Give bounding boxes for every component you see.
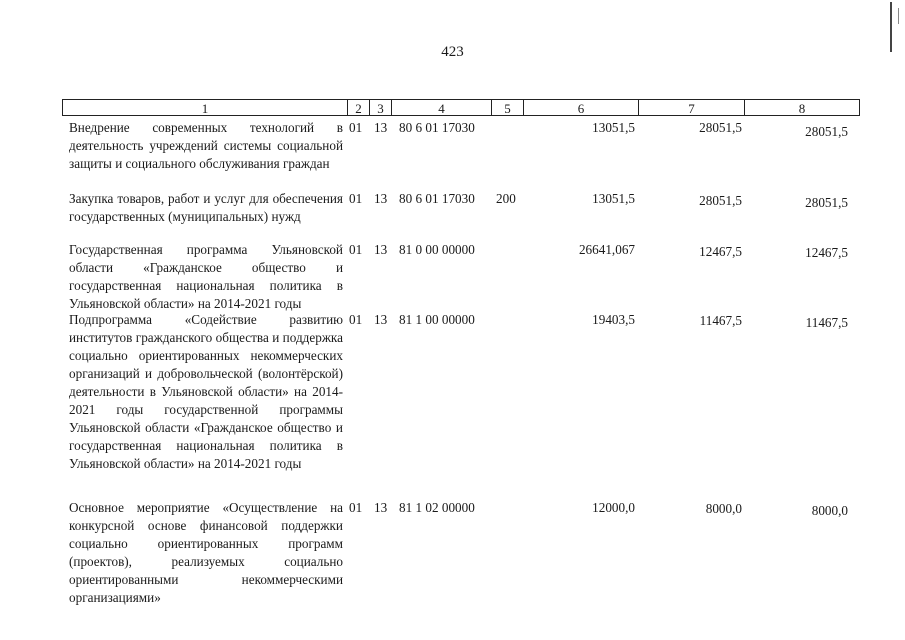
- row-amount-col7: 28051,5: [699, 193, 742, 208]
- column-header-6: 6: [524, 100, 639, 115]
- row-amount-col6: 26641,067: [578, 242, 635, 257]
- row-amount-col8: 12467,5: [805, 245, 848, 260]
- column-header-5: 5: [492, 100, 524, 115]
- column-header-4: 4: [392, 100, 492, 115]
- row-subsection: 13: [374, 312, 388, 327]
- row-amount-col7: 12467,5: [699, 244, 742, 259]
- row-amount-col6: 13051,5: [592, 191, 635, 206]
- row-target-code: 80 6 01 17030: [399, 120, 475, 135]
- row-target-code: 80 6 01 17030: [399, 191, 475, 206]
- row-amount-col7: 11467,5: [699, 313, 742, 328]
- row-target-code: 81 1 02 00000: [399, 500, 475, 515]
- row-name: Подпрограмма «Содействие развитию институтов гражданского общества и поддержка социально ориентированных некоммерческих организаций и добровольческой (волонтёрской) деятельности в Ульяновской области» на 2014-2021 годы государственной программы Ульяновской области «Гражданское общество и государственная национальная политика в Ульяновской области» на 2014-2021 годы: [69, 312, 343, 471]
- column-header-7: 7: [639, 100, 745, 115]
- column-header-1: 1: [63, 100, 348, 115]
- row-amount-col6: 12000,0: [592, 500, 635, 515]
- row-amount-col7: 28051,5: [699, 120, 742, 135]
- row-subsection: 13: [374, 500, 388, 515]
- row-amount-col7: 8000,0: [705, 501, 742, 516]
- row-name: Государственная программа Ульяновской области «Гражданское общество и государственная национальная политика в Ульяновской области» на 2014-2021 годы: [69, 242, 343, 311]
- row-section: 01: [349, 312, 363, 327]
- column-header-8: 8: [798, 101, 806, 116]
- row-expense-type: 200: [496, 191, 516, 206]
- row-subsection: 13: [374, 120, 388, 135]
- row-amount-col6: 19403,5: [592, 312, 635, 327]
- row-subsection: 13: [374, 242, 388, 257]
- row-amount-col8: 28051,5: [805, 124, 848, 139]
- column-header-3: 3: [370, 100, 392, 115]
- row-section: 01: [349, 191, 363, 206]
- row-target-code: 81 1 00 00000: [399, 312, 475, 327]
- row-amount-col8: 11467,5: [805, 315, 848, 330]
- row-name: Закупка товаров, работ и услуг для обеспечения государственных (муниципальных) нужд: [69, 191, 343, 224]
- row-section: 01: [349, 500, 363, 515]
- scan-mark-right-small: [898, 8, 899, 24]
- row-amount-col8: 28051,5: [805, 195, 848, 210]
- row-target-code: 81 0 00 00000: [399, 242, 475, 257]
- row-section: 01: [349, 120, 363, 135]
- page-number: 423: [441, 44, 464, 60]
- row-amount-col8: 8000,0: [811, 503, 848, 518]
- column-header-row: [62, 99, 860, 116]
- row-name: Внедрение современных технологий в деятельность учреждений системы социальной защиты и социального обслуживания граждан: [69, 120, 343, 171]
- row-subsection: 13: [374, 191, 388, 206]
- column-header-2: 2: [348, 100, 370, 115]
- row-amount-col6: 13051,5: [592, 120, 635, 135]
- row-section: 01: [349, 242, 363, 257]
- row-name: Основное мероприятие «Осуществление на конкурсной основе финансовой поддержки социально ориентированных программ (проектов), реализуемых социально ориентированными некоммерческими организациями»: [69, 500, 343, 605]
